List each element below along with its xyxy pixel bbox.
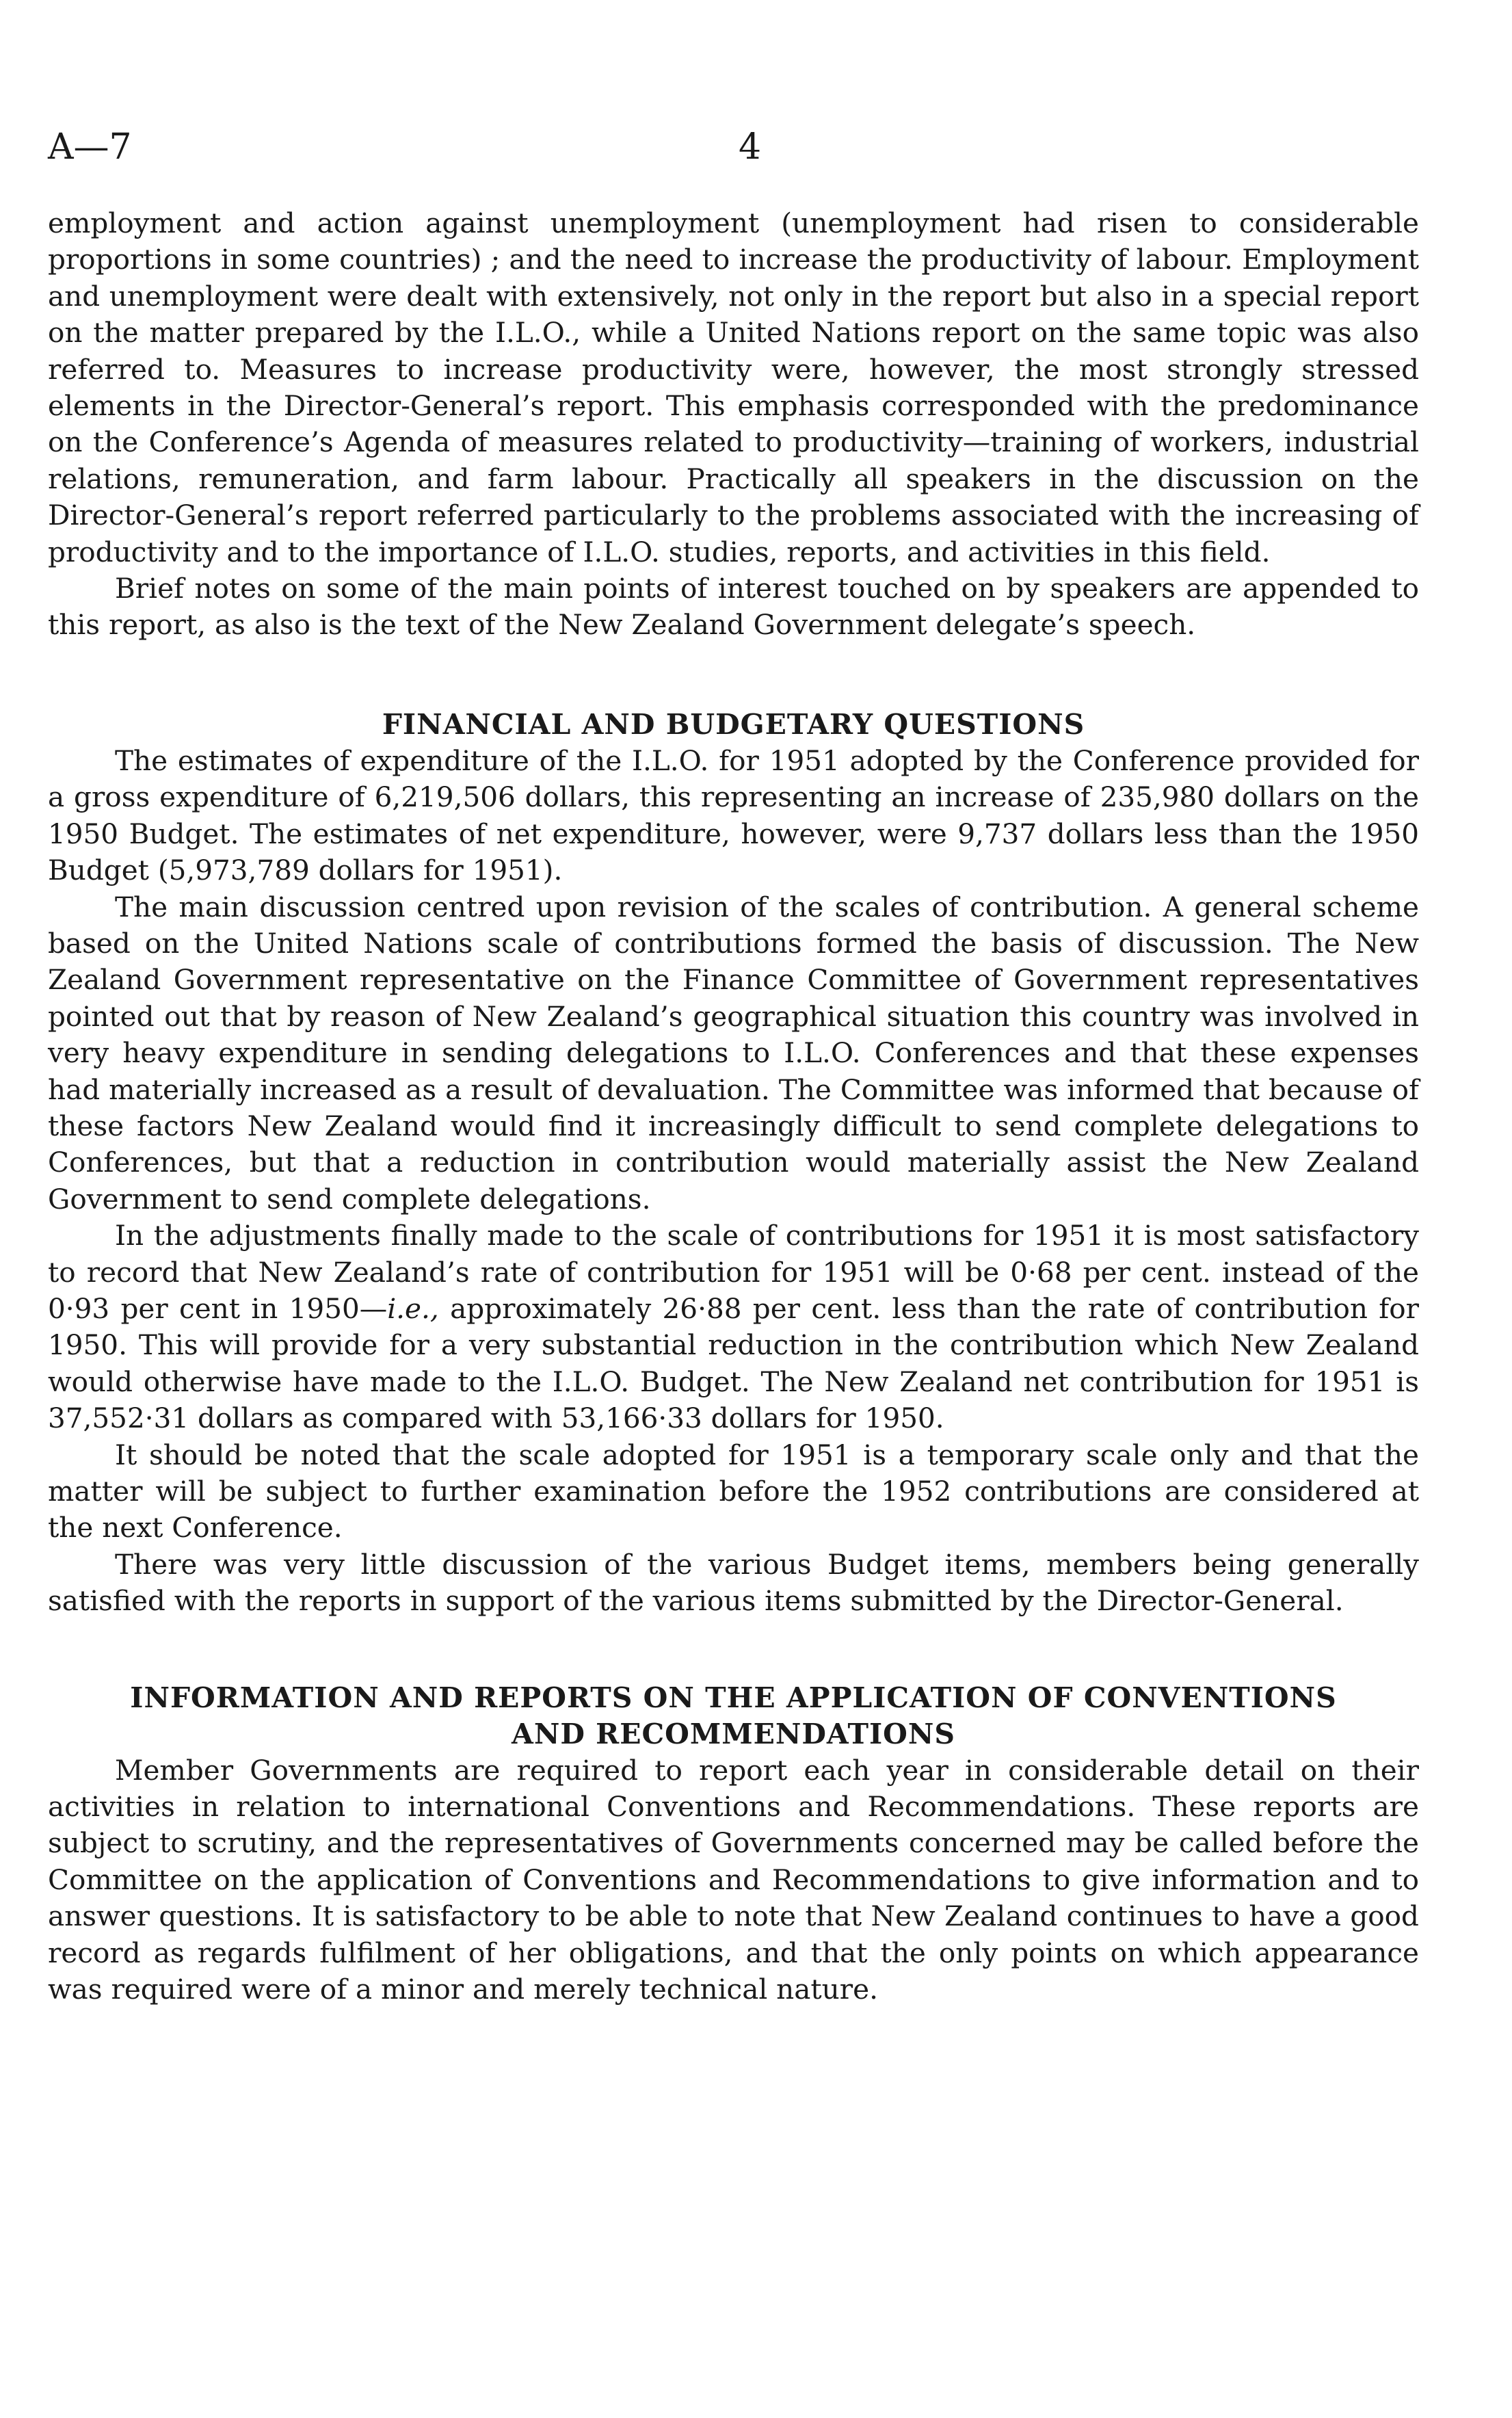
financial-paragraph-1: The estimates of expenditure of the I.L.O. for 1951 adopted by the Conference provided for a gross expenditure of 6,219,506 dollars, this representing an increase of 235,980 dollars on the 1950 Budget. The estimates of net expenditure, however, were 9,737 dollars less than the 1950 Budget (5,973,789 dollars for 1951). xyxy=(48,744,1419,887)
financial-paragraph-2: The main discussion centred upon revision of the scales of contribution. A general scheme based on the United Nations scale of contributions formed the basis of discussion. The New Zealand Government representative on the Finance Committee of Government representatives pointed out that by reason of New Zealand’s geographical situation this country was involved in very heavy expenditure in sending delegations to I.L.O. Conferences and that these expenses had materially increased as a result of devaluation. The Committee was informed that because of these factors New Zealand would find it increasingly difficult to send complete delegations to Conferences, but that a reduction in contribution would materially assist the New Zealand Government to send complete delegations. xyxy=(48,890,1419,1215)
page-number: 4 xyxy=(739,127,762,168)
intro-paragraph-2: Brief notes on some of the main points of interest touched on by speakers are appended to this report, as also is the text of the New Zealand Government delegate’s speech. xyxy=(48,572,1419,642)
financial-paragraph-5: There was very little discussion of the various Budget items, members being generally satisfied with the reports in support of the various items submitted by the Director-General. xyxy=(48,1547,1419,1618)
financial-paragraph-3-start: In the adjustments finally made to the scale of contributions for 1951 it is most satisfactory to record that New Zealand’s rate of contribution for 1951 will be 0·68 per cent. instead of the 0·93 per cent in 1950— xyxy=(48,1219,1419,1325)
information-paragraph-1: Member Governments are required to report each year in considerable detail on their activities in relation to international Conventions and Recommendations. These reports are subject to scrutiny, and the representatives of Governments concerned may be called before the Committee on the application of Conventions and Recommendations to give information and to answer questions. It is satisfactory to be able to note that New Zealand continues to have a good record as regards fulfilment of her obligations, and that the only points on which appearance was required were of a minor and merely technical nature. xyxy=(48,1753,1419,2006)
financial-paragraph-3 xyxy=(48,1218,1419,1436)
intro-paragraph-1: employment and action against unemployment (unemployment had risen to considerable proportions in some countries) ; and the need to increase the productivity of labour. Employment and unemployment were dealt with extensively, not only in the report but also in a special report on the matter prepared by the I.L.O., while a United Nations report on the same topic was also referred to. Measures to increase productivity were, however, the most strongly stressed elements in the Director-General’s report. This emphasis corresponded with the predominance on the Conference’s Agenda of measures related to productivity—training of workers, industrial relations, remuneration, and farm labour. Practically all speakers in the discussion on the Director-General’s report referred particularly to the problems associated with the increasing of productivity and to the importance of I.L.O. studies, reports, and activities in this field. xyxy=(48,207,1419,568)
page-id: A—7 xyxy=(48,127,132,168)
section-heading-information-line-1: INFORMATION AND REPORTS ON THE APPLICATION OF CONVENTIONS xyxy=(130,1681,1337,1714)
document-body xyxy=(48,205,1419,2008)
section-heading-information-line-2: AND RECOMMENDATIONS xyxy=(512,1717,955,1750)
financial-paragraph-4: It should be noted that the scale adopted for 1951 is a temporary scale only and that the matter will be subject to further examination before the 1952 contributions are considered at the next Conference. xyxy=(48,1438,1419,1545)
page-header xyxy=(48,120,1419,174)
section-heading-financial: FINANCIAL AND BUDGETARY QUESTIONS xyxy=(382,707,1085,741)
financial-paragraph-3-end: approximately 26·88 per cent. less than the rate of contribution for 1950. This will provide for a very substantial reduction in the contribution which New Zealand would otherwise have made to the I.L.O. Budget. The New Zealand net contribution for 1951 is 37,552·31 dollars as compared with 53,166·33 dollars for 1950. xyxy=(48,1291,1419,1435)
section-heading-information xyxy=(48,1680,1419,1752)
financial-paragraph-3-ie: i.e., xyxy=(387,1291,439,1325)
